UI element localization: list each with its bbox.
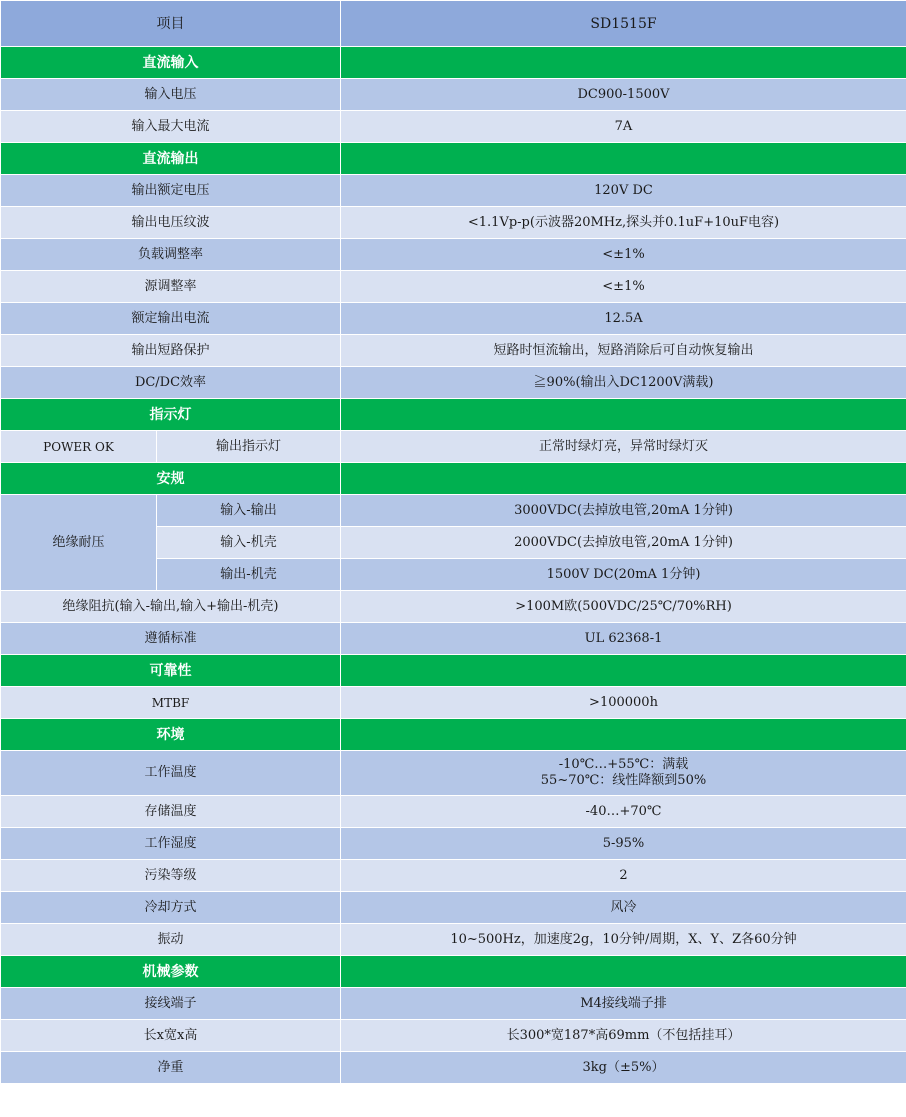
row-value-line: 55~70℃：线性降额到50% [540, 773, 707, 788]
section-indicator [1, 399, 906, 431]
row-value: 长300*宽187*高69mm（不包括挂耳） [341, 1020, 906, 1052]
section-dc-output [1, 143, 906, 175]
row-label: DC/DC效率 [1, 367, 341, 399]
row-value: 7A [341, 111, 906, 143]
row-value: 1500V DC(20mA 1分钟) [341, 559, 906, 591]
row-value-line: -10℃…+55℃：满载 [558, 757, 689, 772]
row-label: 输入-机壳 [157, 527, 341, 559]
row-value: <±1% [341, 239, 906, 271]
row-label: 存储温度 [1, 796, 341, 828]
row-value: -40…+70℃ [341, 796, 906, 828]
row-label: 接线端子 [1, 988, 341, 1020]
section-title: 指示灯 [1, 399, 341, 431]
row-value: ≧90%(输出入DC1200V满载) [341, 367, 906, 399]
row-value: 短路时恒流输出，短路消除后可自动恢复输出 [341, 335, 906, 367]
row-value: 5-95% [341, 828, 906, 860]
row-label: 输出短路保护 [1, 335, 341, 367]
table-row [1, 79, 906, 111]
row-label: 长x宽x高 [1, 1020, 341, 1052]
table-row [1, 892, 906, 924]
row-value: 12.5A [341, 303, 906, 335]
table-row [1, 271, 906, 303]
table-row [1, 367, 906, 399]
row-label: 输入电压 [1, 79, 341, 111]
table-row [1, 687, 906, 719]
row-label: 净重 [1, 1052, 341, 1084]
row-value: DC900-1500V [341, 79, 906, 111]
row-value: 2000VDC(去掉放电管,20mA 1分钟) [341, 527, 906, 559]
section-title: 机械参数 [1, 956, 341, 988]
section-title: 直流输出 [1, 143, 341, 175]
row-value: 正常时绿灯亮，异常时绿灯灭 [341, 431, 906, 463]
row-label: 工作湿度 [1, 828, 341, 860]
row-value: <±1% [341, 271, 906, 303]
row-group-label: 绝缘耐压 [1, 495, 157, 591]
row-value: 10~500Hz，加速度2g，10分钟/周期，X、Y、Z各60分钟 [341, 924, 906, 956]
section-safety [1, 463, 906, 495]
table-row [1, 239, 906, 271]
row-value: UL 62368-1 [341, 623, 906, 655]
table-row [1, 751, 906, 796]
section-environment [1, 719, 906, 751]
table-header-row [1, 1, 906, 47]
row-value [341, 751, 906, 796]
section-dc-input [1, 47, 906, 79]
table-row [1, 111, 906, 143]
row-value: >100000h [341, 687, 906, 719]
row-value: 风冷 [341, 892, 906, 924]
row-label: 绝缘阻抗(输入-输出,输入+输出-机壳) [1, 591, 341, 623]
table-row [1, 591, 906, 623]
row-label: 负载调整率 [1, 239, 341, 271]
row-value: 2 [341, 860, 906, 892]
row-label: 额定输出电流 [1, 303, 341, 335]
table-row [1, 495, 906, 527]
row-label: 源调整率 [1, 271, 341, 303]
table-row [1, 207, 906, 239]
table-row [1, 431, 906, 463]
section-reliability [1, 655, 906, 687]
table-row [1, 988, 906, 1020]
table-row [1, 303, 906, 335]
row-label: 输出电压纹波 [1, 207, 341, 239]
section-title: 直流输入 [1, 47, 341, 79]
row-value: 3000VDC(去掉放电管,20mA 1分钟) [341, 495, 906, 527]
table-row [1, 860, 906, 892]
row-label: 遵循标准 [1, 623, 341, 655]
table-row [1, 828, 906, 860]
table-row [1, 924, 906, 956]
row-label: 输入-输出 [157, 495, 341, 527]
row-value: M4接线端子排 [341, 988, 906, 1020]
table-row [1, 623, 906, 655]
row-value: >100M欧(500VDC/25℃/70%RH) [341, 591, 906, 623]
row-label: 输出额定电压 [1, 175, 341, 207]
section-title: 安规 [1, 463, 341, 495]
section-title: 可靠性 [1, 655, 341, 687]
header-item-label: 项目 [1, 1, 341, 47]
row-label: 输入最大电流 [1, 111, 341, 143]
section-mechanical [1, 956, 906, 988]
table-row [1, 796, 906, 828]
section-title: 环境 [1, 719, 341, 751]
table-row [1, 1052, 906, 1084]
header-model-label: SD1515F [341, 1, 906, 47]
row-group-label: POWER OK [1, 431, 157, 463]
row-label: 振动 [1, 924, 341, 956]
row-label: 输出-机壳 [157, 559, 341, 591]
row-label: MTBF [1, 687, 341, 719]
row-value: 3kg（±5%） [341, 1052, 906, 1084]
table-row [1, 175, 906, 207]
row-label: 工作温度 [1, 751, 341, 796]
table-row [1, 335, 906, 367]
row-value: 120V DC [341, 175, 906, 207]
row-label: 输出指示灯 [157, 431, 341, 463]
row-label: 污染等级 [1, 860, 341, 892]
row-label: 冷却方式 [1, 892, 341, 924]
table-row [1, 1020, 906, 1052]
row-value: <1.1Vp-p(示波器20MHz,探头并0.1uF+10uF电容) [341, 207, 906, 239]
